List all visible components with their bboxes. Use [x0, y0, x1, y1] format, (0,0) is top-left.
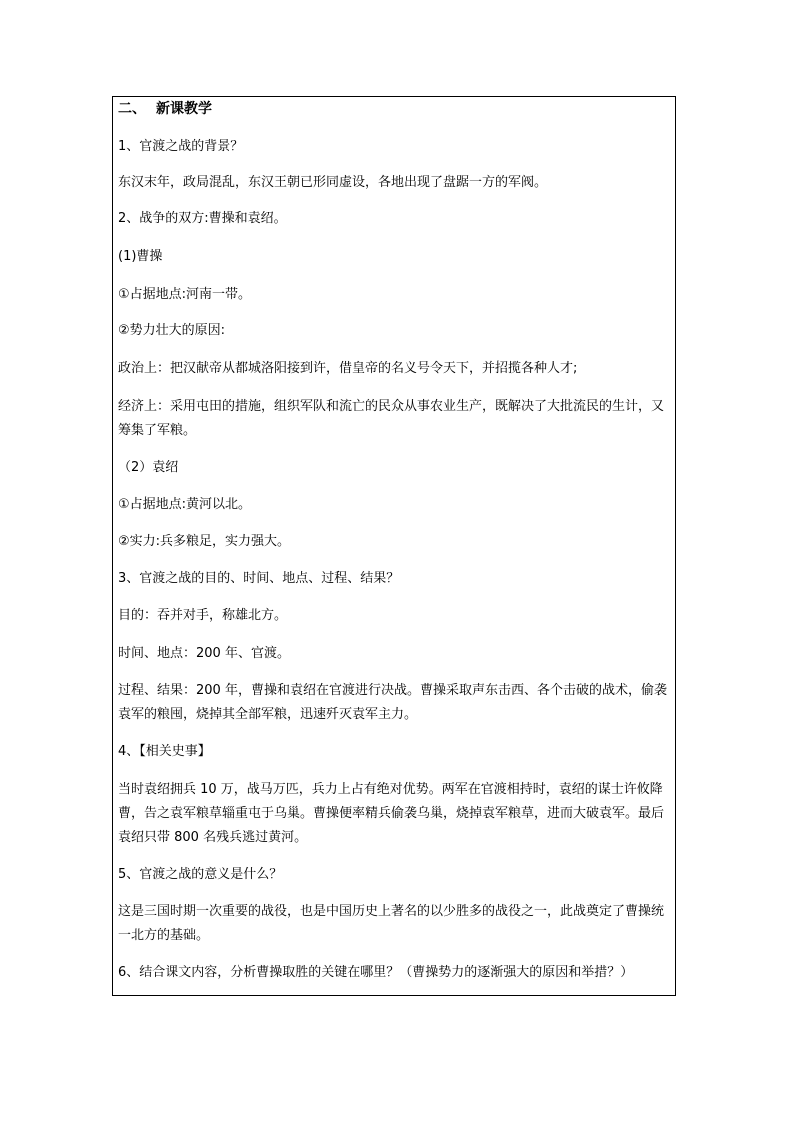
question-2: 2、战争的双方:曹操和袁绍。	[118, 211, 287, 226]
answer-1: 东汉末年，政局混乱，东汉王朝已形同虚设，各地出现了盘踞一方的军阀。	[118, 175, 548, 190]
section-number: 二、	[118, 101, 146, 117]
related-story: 当时袁绍拥兵 10 万，战马万匹，兵力上占有绝对优势。两军在官渡相持时，袁绍的谋士许攸降曹，告之袁军粮草辎重屯于乌巢。曹操便率精兵偷袭乌巢，烧掉袁军粮草，进而大破袁军。最后袁绍只带 800 名残兵逃过黄河。	[118, 782, 665, 845]
question-3: 3、官渡之战的目的、时间、地点、过程、结果？	[118, 571, 400, 586]
cao-location: ①占据地点:河南一带。	[118, 287, 252, 302]
section-heading	[118, 97, 670, 121]
cao-economy: 经济上：采用屯田的措施，组织军队和流亡的民众从事农业生产，既解决了大批流民的生计，又筹集了军粮。	[118, 399, 665, 438]
question-4: 4、【相关史事】	[118, 744, 211, 759]
question-1: 1、官渡之战的背景？	[118, 139, 244, 154]
question-5: 5、官渡之战的意义是什么？	[118, 867, 283, 882]
yuan-title: （2）袁绍	[118, 460, 179, 475]
cao-reason-title: ②势力壮大的原因:	[118, 323, 226, 338]
cao-title: (1)曹操	[118, 249, 163, 264]
yuan-strength: ②实力:兵多粮足，实力强大。	[118, 534, 291, 549]
process-result: 过程、结果：200 年，曹操和袁绍在官渡进行决战。曹操采取声东击西、各个击破的战术，偷袭袁军的粮囤，烧掉其全部军粮，迅速歼灭袁军主力。	[118, 683, 667, 722]
question-6: 6、结合课文内容，分析曹操取胜的关键在哪里？（曹操势力的逐渐强大的原因和举措？）	[118, 965, 634, 980]
yuan-location: ①占据地点:黄河以北。	[118, 497, 252, 512]
section-title: 新课教学	[156, 101, 212, 117]
purpose: 目的：吞并对手，称雄北方。	[118, 608, 288, 623]
significance: 这是三国时期一次重要的战役，也是中国历史上著名的以少胜多的战役之一，此战奠定了曹操统一北方的基础。	[118, 904, 665, 943]
cao-politics: 政治上：把汉献帝从都城洛阳接到许，借皇帝的名义号令天下，并招揽各种人才;	[118, 361, 578, 376]
time-place: 时间、地点：200 年、官渡。	[118, 646, 290, 661]
